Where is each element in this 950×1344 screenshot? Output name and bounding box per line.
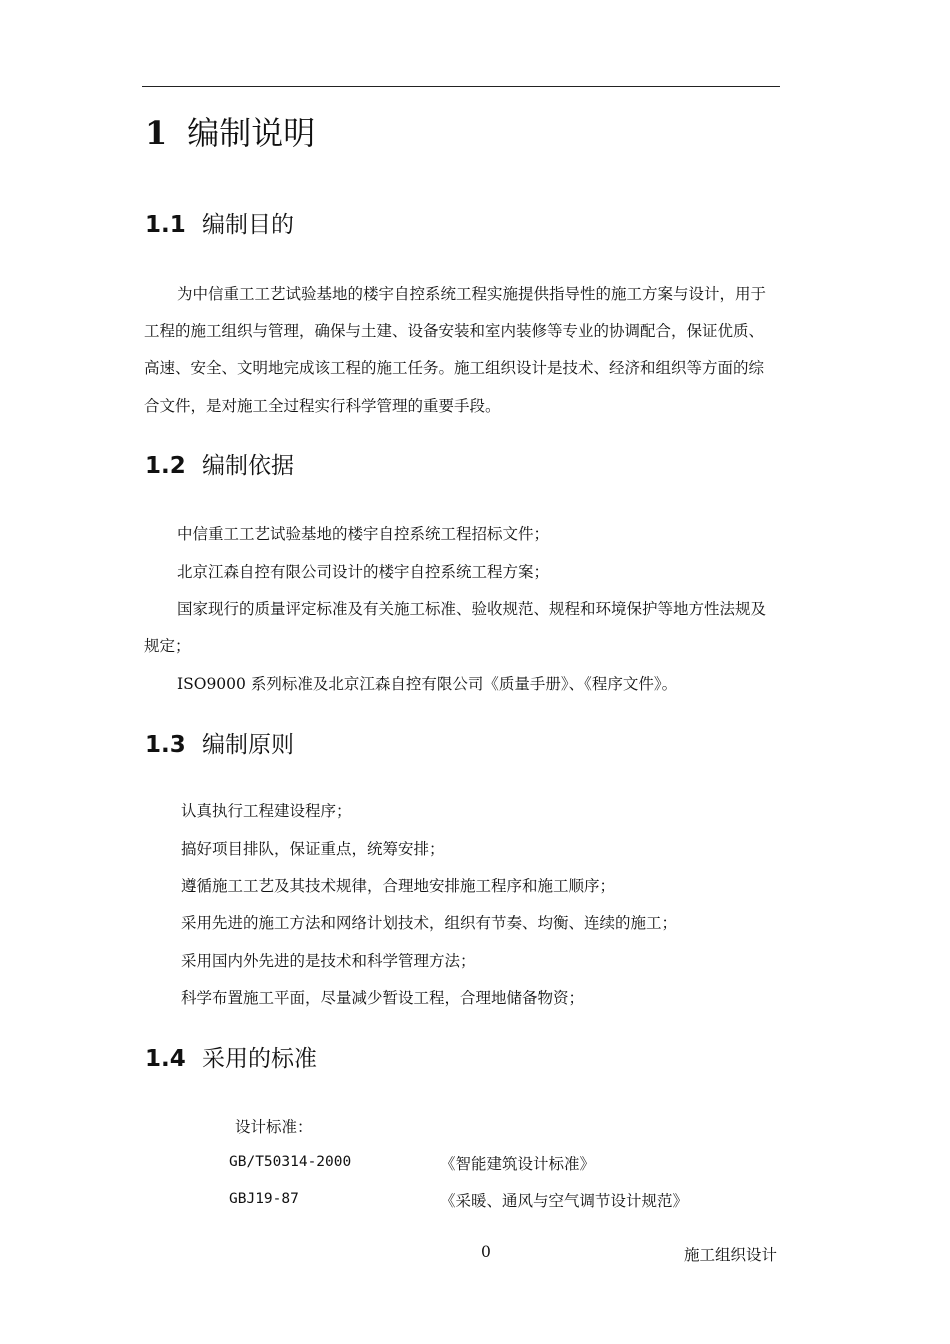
- section-title: 采用的标准: [202, 1046, 317, 1072]
- list-item: 中信重工工艺试验基地的楼宇自控系统工程招标文件；: [177, 525, 550, 543]
- section-heading-1-3: [145, 726, 294, 759]
- section-title: 编制原则: [202, 732, 294, 758]
- paragraph-line: 合文件，是对施工全过程实行科学管理的重要手段。: [144, 397, 501, 415]
- list-item: 北京江森自控有限公司设计的楼宇自控系统工程方案；: [177, 563, 550, 581]
- section-number: 1.1: [145, 212, 186, 238]
- list-item: 科学布置施工平面，尽量减少暂设工程，合理地储备物资；: [181, 989, 585, 1007]
- section-title: 编制目的: [202, 212, 294, 238]
- standard-name: 《采暖、通风与空气调节设计规范》: [440, 1192, 689, 1210]
- paragraph-line: 工程的施工组织与管理，确保与土建、设备安装和室内装修等专业的协调配合，保证优质、: [144, 322, 765, 340]
- paragraph-line: 为中信重工工艺试验基地的楼宇自控系统工程实施提供指导性的施工方案与设计，用于: [177, 285, 767, 303]
- chapter-number: 1: [145, 114, 168, 152]
- header-rule: [142, 86, 780, 87]
- section-number: 1.2: [145, 453, 186, 479]
- list-item: 国家现行的质量评定标准及有关施工标准、验收规范、规程和环境保护等地方性法规及: [177, 600, 767, 618]
- section-title: 编制依据: [202, 453, 294, 479]
- chapter-heading: [145, 108, 315, 154]
- list-item: 认真执行工程建设程序；: [181, 802, 352, 820]
- chapter-title: 编制说明: [187, 114, 316, 152]
- standard-code: GBJ19-87: [229, 1191, 299, 1207]
- footer-doc-title: 施工组织设计: [684, 1246, 778, 1264]
- standard-code: GB/T50314-2000: [229, 1154, 352, 1170]
- list-item: 采用国内外先进的是技术和科学管理方法；: [181, 952, 476, 970]
- list-item: ISO9000 系列标准及北京江森自控有限公司《质量手册》、《程序文件》。: [177, 675, 678, 693]
- section-heading-1-2: [145, 447, 294, 480]
- section-number: 1.4: [145, 1046, 186, 1072]
- list-item: 遵循施工工艺及其技术规律，合理地安排施工程序和施工顺序；: [181, 877, 616, 895]
- standards-subtitle: 设计标准：: [235, 1118, 313, 1136]
- section-heading-1-1: [145, 206, 294, 239]
- list-item-continuation: 规定；: [144, 637, 191, 655]
- list-item: 采用先进的施工方法和网络计划技术，组织有节奏、均衡、连续的施工；: [181, 914, 678, 932]
- paragraph-line: 高速、安全、文明地完成该工程的施工任务。施工组织设计是技术、经济和组织等方面的综: [144, 359, 765, 377]
- page-number: 0: [481, 1243, 491, 1261]
- section-heading-1-4: [145, 1040, 317, 1073]
- standard-name: 《智能建筑设计标准》: [440, 1155, 596, 1173]
- section-number: 1.3: [145, 732, 186, 758]
- list-item: 搞好项目排队，保证重点，统筹安排；: [181, 840, 445, 858]
